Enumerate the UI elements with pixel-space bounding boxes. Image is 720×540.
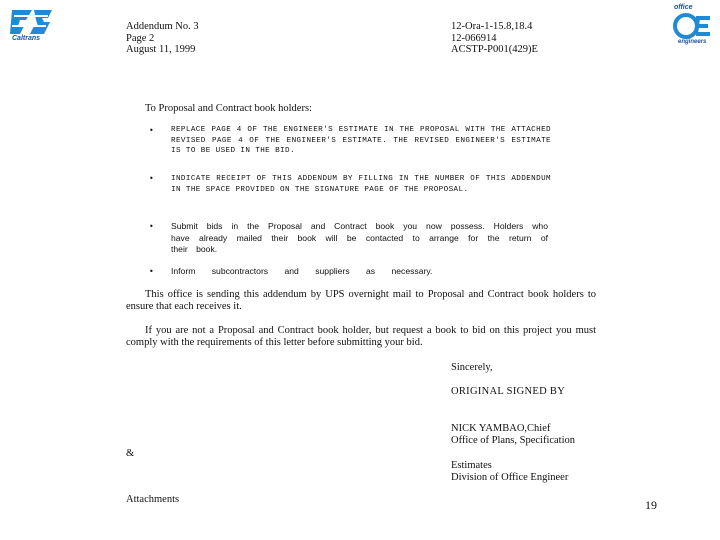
caltrans-logo xyxy=(8,6,54,46)
signatory-block-continued xyxy=(451,460,568,483)
closing: Sincerely, xyxy=(451,362,493,373)
signatory-office: Office of Plans, Specification xyxy=(451,434,576,446)
signed-line: ORIGINAL SIGNED BY xyxy=(451,386,566,397)
signatory-division: Division of Office Engineer xyxy=(451,471,569,483)
office-engineer-bottom-text: engineers xyxy=(678,39,707,45)
project-location: 12-Ora-1-15.8,18.4 xyxy=(451,21,533,32)
bullet-item-replace-page: REPLACE PAGE 4 OF THE ENGINEER'S ESTIMATE IN THE PROPOSAL WITH THE ATTACHED REVISED PAGE 4 OF THE ENGINEER'S ESTIMATE. THE REVISED ENGINEER'S ESTIMATE IS TO BE USED IN THE BID. xyxy=(171,126,551,155)
attachments-label: Attachments xyxy=(126,494,180,505)
addendum-number: Addendum No. 3 xyxy=(126,21,199,32)
signatory-name: NICK YAMBAO,Chief xyxy=(451,423,551,434)
header-right xyxy=(451,21,538,56)
office-engineer-top-text: office xyxy=(674,4,693,11)
oe-monogram-icon xyxy=(672,12,712,40)
ampersand: & xyxy=(126,448,135,459)
header-left xyxy=(126,21,199,56)
federal-aid-number: ACSTP-P001(429)E xyxy=(451,44,538,55)
office-engineer-logo xyxy=(668,4,716,48)
signatory-estimates: Estimates xyxy=(451,460,492,471)
bullet-item-inform: Inform subcontractors and suppliers as necessary. xyxy=(171,266,433,276)
paragraph-requirements: If you are not a Proposal and Contract book holder, but request a book to bid on this project you must comply with the requirements of this letter before submitting your bid. xyxy=(126,325,596,348)
bullet-marker: • xyxy=(149,174,154,183)
letter-date: August 11, 1999 xyxy=(126,44,196,55)
caltrans-wordmark: Caltrans xyxy=(12,35,41,42)
salutation: To Proposal and Contract book holders: xyxy=(145,103,312,114)
contract-number: 12-066914 xyxy=(451,32,497,44)
bullet-item-submit-bids: Submit bids in the Proposal and Contract book you now possess. Holders who have already mailed their book will be contacted to arrange for the return of their book. xyxy=(171,221,548,254)
page-number: 19 xyxy=(645,498,657,512)
bullet-marker: • xyxy=(149,222,154,231)
bullet-marker: • xyxy=(149,267,154,276)
signatory-block xyxy=(451,423,575,446)
page-label: Page 2 xyxy=(126,32,155,44)
paragraph-ups-mail: This office is sending this addendum by UPS overnight mail to Proposal and Contract book holders to ensure that each receives it. xyxy=(126,289,596,312)
bullet-marker: • xyxy=(149,126,154,135)
bullet-item-indicate-receipt: INDICATE RECEIPT OF THIS ADDENDUM BY FILLING IN THE NUMBER OF THIS ADDENDUM IN THE SPACE PROVIDED ON THE SIGNATURE PAGE OF THE PROPOSAL. xyxy=(171,175,551,194)
